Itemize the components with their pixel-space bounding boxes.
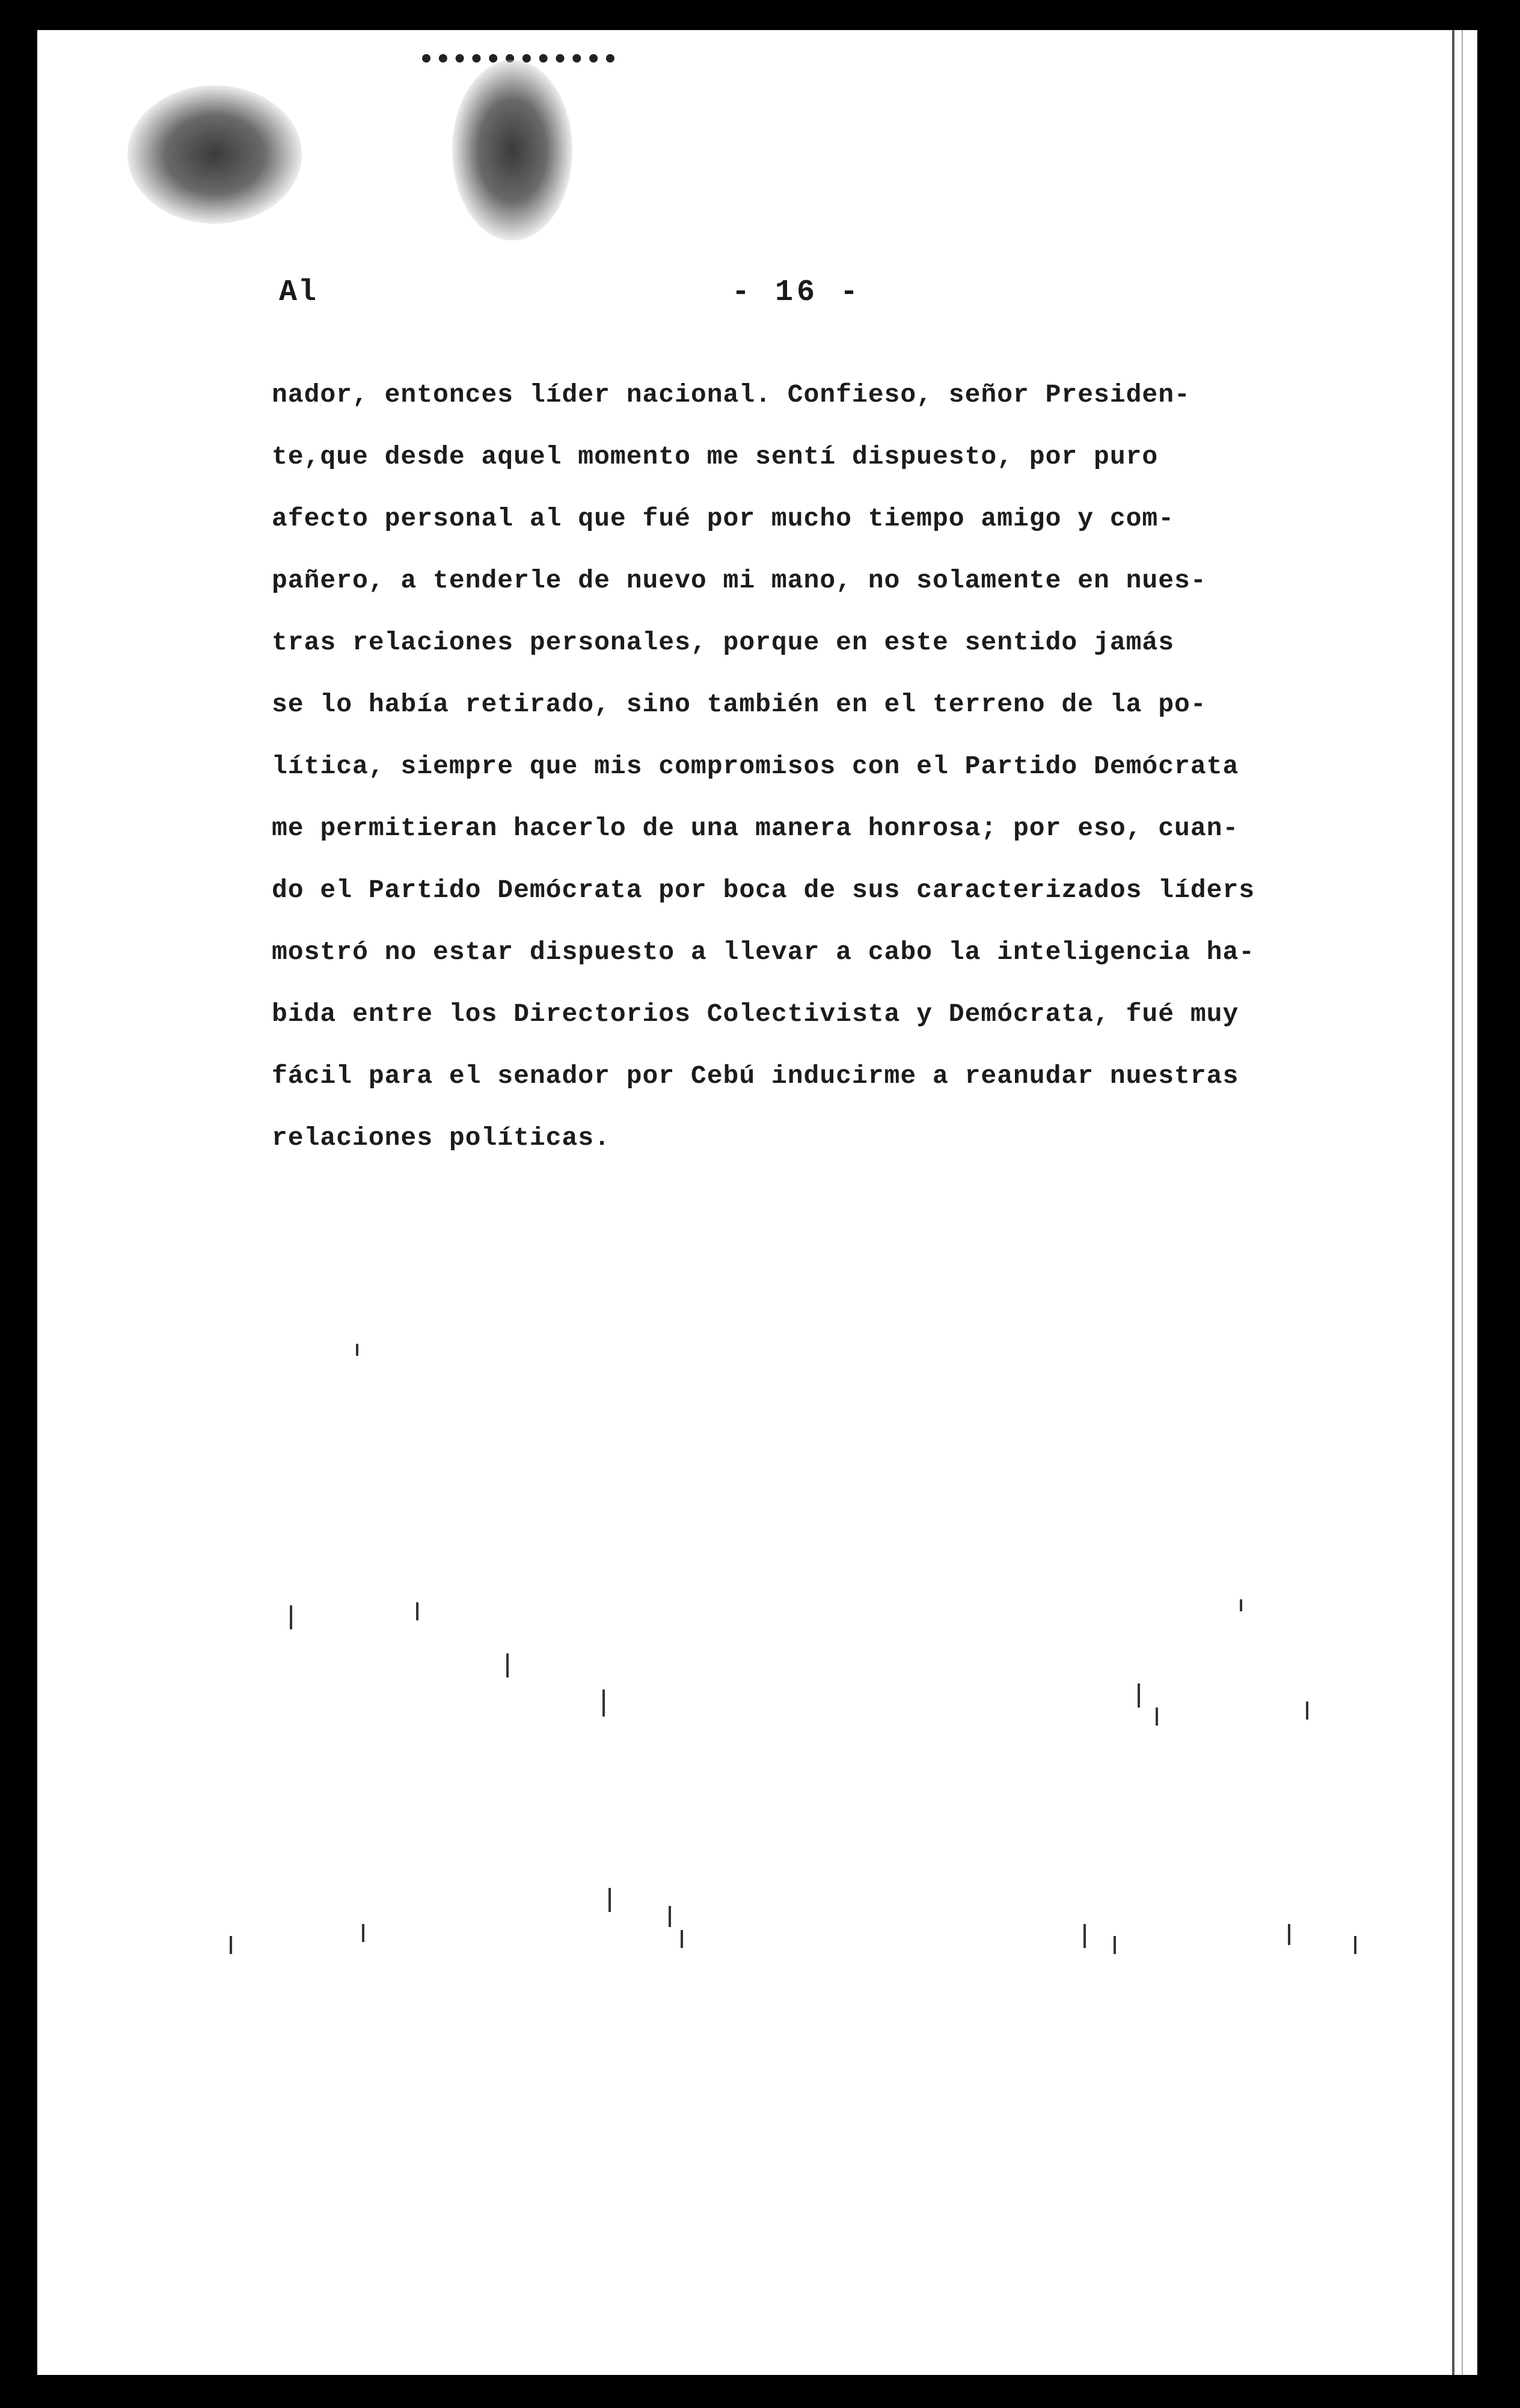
text-line: mostró no estar dispuesto a llevar a cabo la inteligencia ha- [272,937,1255,967]
ink-blot-left [127,85,302,224]
text-line: bida entre los Directorios Colectivista y Demócrata, fué muy [272,999,1239,1029]
speck [1156,1708,1158,1726]
page-header-initials: Al [279,275,318,310]
text-line: afecto personal al que fué por mucho tiempo amigo y com- [272,504,1175,533]
speck [506,1653,509,1677]
text-line: do el Partido Demócrata por boca de sus caracterizados líders [272,875,1255,905]
speck [416,1602,418,1620]
text-line: fácil para el senador por Cebú inducirme a reanudar nuestras [272,1061,1239,1091]
text-line: se lo había retirado, sino también en el terreno de la po- [272,690,1207,719]
speck [602,1690,605,1717]
speck [1114,1936,1116,1954]
text-line: tras relaciones personales, porque en este sentido jamás [272,628,1175,657]
body-paragraph [272,364,1426,1169]
text-line: te,que desde aquel momento me sentí dispuesto, por puro [272,442,1159,471]
text-line: relaciones políticas. [272,1123,610,1153]
text-line: nador, entonces líder nacional. Confieso, señor Presiden- [272,380,1191,409]
text-line: lítica, siempre que mis compromisos con el Partido Demócrata [272,752,1239,781]
speck [1288,1924,1290,1945]
speck [681,1930,683,1948]
speck [290,1605,292,1629]
speck [1306,1702,1308,1720]
speck [356,1344,358,1356]
speck [1138,1683,1140,1708]
speck [362,1924,364,1942]
ink-blot-center [452,60,572,240]
speck [1240,1599,1242,1611]
text-line: pañero, a tenderle de nuevo mi mano, no solamente en nues- [272,566,1207,595]
speck [669,1906,671,1927]
speck [1083,1924,1086,1948]
page-number: - 16 - [732,275,862,310]
text-line: me permitieran hacerlo de una manera honrosa; por eso, cuan- [272,813,1239,843]
page-edge-shadow [1452,30,1454,2375]
speck [230,1936,232,1954]
document-page [37,30,1477,2375]
speck [1354,1936,1356,1954]
binding-marks [422,30,614,63]
page-edge-shadow-secondary [1462,30,1463,2375]
speck [608,1888,611,1912]
